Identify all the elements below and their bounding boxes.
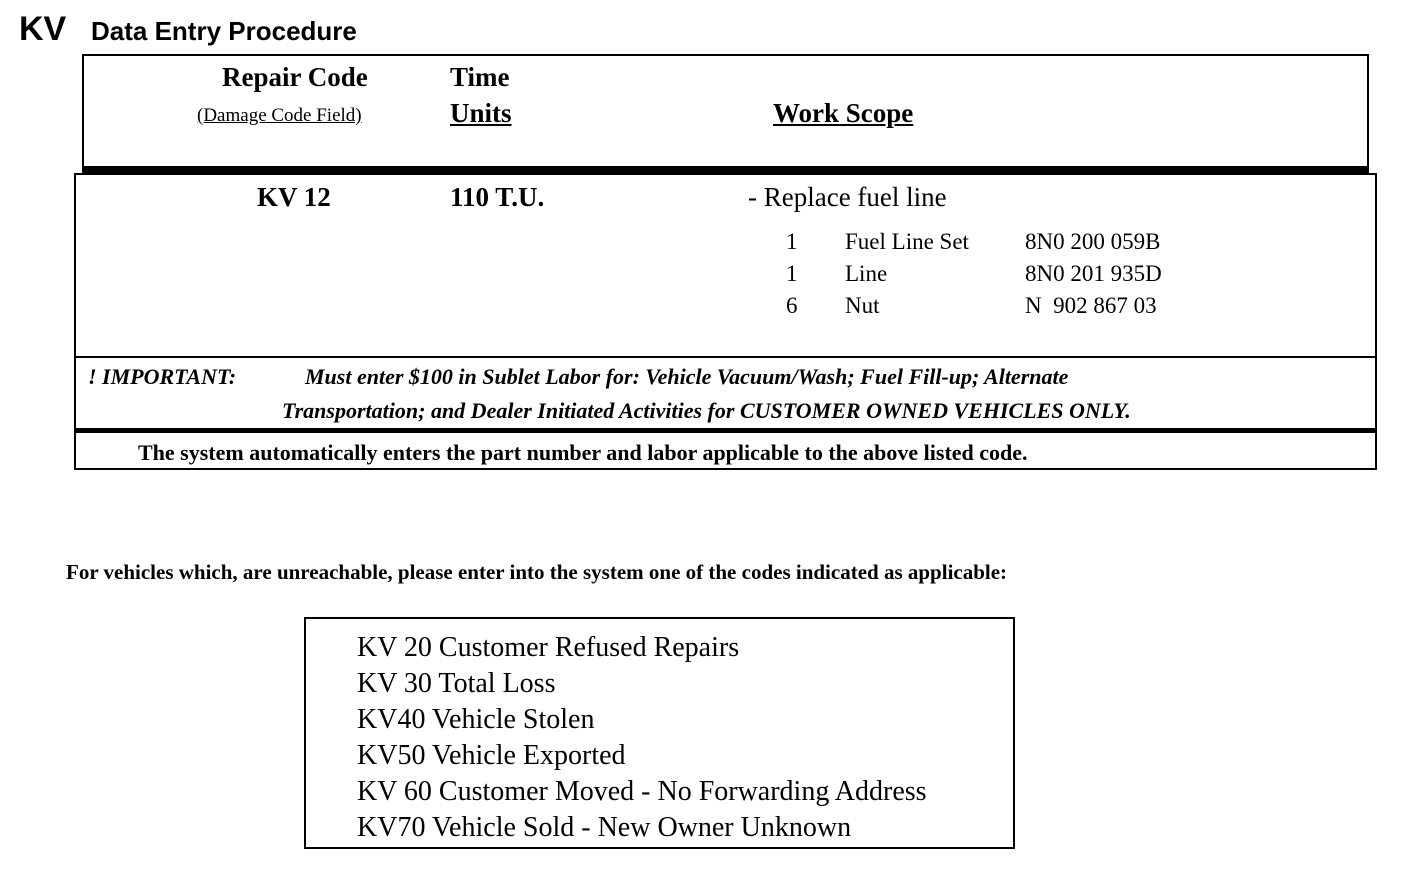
header-time: Time [450, 62, 510, 92]
entry-work-scope: - Replace fuel line [748, 182, 947, 212]
part-description: Nut [845, 293, 880, 318]
entry-time-units: 110 T.U. [450, 182, 545, 212]
part-number: N 902 867 03 [1025, 293, 1157, 318]
unreachable-code: KV50 Vehicle Exported [357, 740, 626, 771]
header-repair-code: Repair Code [222, 62, 368, 92]
unreachable-code: KV 60 Customer Moved - No Forwarding Address [357, 776, 927, 807]
unreachable-code: KV 20 Customer Refused Repairs [357, 632, 740, 663]
entry-box [74, 173, 1377, 470]
unreachable-intro: For vehicles which, are unreachable, please enter into the system one of the codes indicated as applicable: [66, 560, 1008, 584]
part-number: 8N0 200 059B [1025, 229, 1161, 254]
unreachable-code: KV40 Vehicle Stolen [357, 704, 595, 735]
part-qty: 1 [786, 229, 798, 254]
unreachable-code: KV70 Vehicle Sold - New Owner Unknown [357, 812, 852, 843]
part-qty: 1 [786, 261, 798, 286]
header-units: Units [450, 98, 512, 128]
title-prefix: KV [19, 10, 67, 48]
system-note: The system automatically enters the part number and labor applicable to the above listed code. [138, 440, 1028, 465]
part-number: 8N0 201 935D [1025, 261, 1162, 286]
important-label: ! IMPORTANT: [88, 364, 237, 389]
divider [74, 428, 1377, 433]
part-description: Line [845, 261, 888, 286]
header-work-scope: Work Scope [773, 98, 914, 128]
important-line-1: Must enter $100 in Sublet Labor for: Vehicle Vacuum/Wash; Fuel Fill-up; Alternate [305, 364, 1069, 389]
part-qty: 6 [786, 293, 798, 318]
divider [74, 356, 1377, 358]
header-divider [82, 166, 1369, 173]
header-damage-code-field: (Damage Code Field) [197, 105, 362, 126]
important-line-2: Transportation; and Dealer Initiated Activities for CUSTOMER OWNED VEHICLES ONLY. [282, 398, 1131, 423]
entry-code: KV 12 [257, 182, 331, 212]
unreachable-code: KV 30 Total Loss [357, 668, 556, 699]
page-title: Data Entry Procedure [91, 16, 357, 46]
part-description: Fuel Line Set [845, 229, 969, 254]
